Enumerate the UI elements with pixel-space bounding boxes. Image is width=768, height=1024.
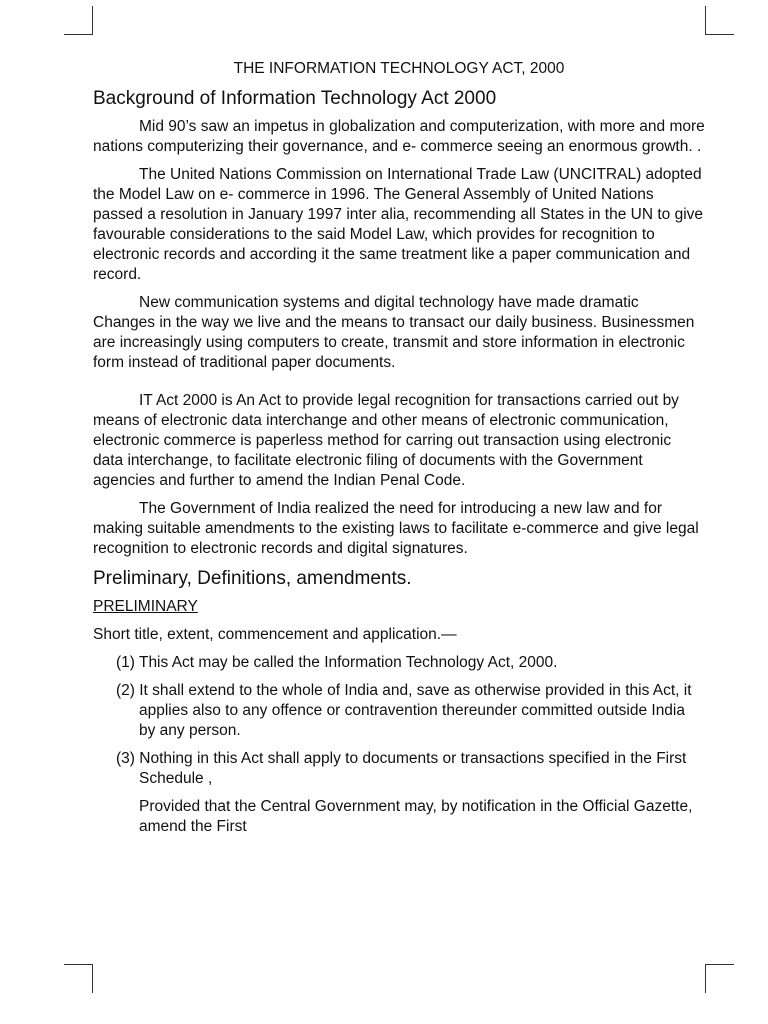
background-heading: Background of Information Technology Act 2000 bbox=[93, 88, 497, 109]
crop-mark-bottom-right bbox=[705, 964, 734, 993]
paragraph-it-act: IT Act 2000 is An Act to provide legal recognition for transactions carried out by means of electronic data interchange and other means of electronic communication, electronic commerce is paperless method for carring out transaction using electronic data interchange, to facilitate electronic filing of documents with the Government agencies and further to amend the Indian Penal Code. bbox=[93, 392, 679, 489]
section-heading: Preliminary, Definitions, amendments. bbox=[93, 568, 412, 589]
preliminary-subheading: PRELIMINARY bbox=[93, 598, 198, 615]
crop-mark-top-left bbox=[64, 6, 93, 35]
crop-mark-bottom-left bbox=[64, 964, 93, 993]
paragraph-government-of-india: The Government of India realized the need for introducing a new law and for making suitable amendments to the existing laws to facilitate e-commerce and give legal recognition to electronic records and digital signatures. bbox=[93, 500, 699, 557]
paragraph-changes: Changes in the way we live and the means to transact our daily business. Businessmen are increasingly using computers to create, transmit and store information in electronic form instead of traditional paper documents. bbox=[93, 314, 695, 371]
clause-2: (2) It shall extend to the whole of India and, save as otherwise provided in this Act, it applies also to any offence or contravention thereunder committed outside India by any person. bbox=[116, 682, 692, 739]
crop-mark-top-right bbox=[705, 6, 734, 35]
clause-3: (3) Nothing in this Act shall apply to documents or transactions specified in the First Schedule , bbox=[116, 750, 687, 787]
paragraph-communication-systems: New communication systems and digital technology have made dramatic bbox=[139, 294, 639, 311]
proviso-text: Provided that the Central Government may, by notification in the Official Gazette, amend the First bbox=[139, 798, 693, 835]
clause-1: (1) This Act may be called the Information Technology Act, 2000. bbox=[116, 654, 558, 671]
document-page bbox=[93, 58, 705, 837]
document-title: THE INFORMATION TECHNOLOGY ACT, 2000 bbox=[233, 60, 565, 77]
clause-list bbox=[93, 653, 705, 789]
paragraph-uncitral: The United Nations Commission on International Trade Law (UNCITRAL) adopted the Model Law on e- commerce in 1996. The General Assembly of United Nations passed a resolution in January 1997 inter alia, recommending all States in the UN to give favourable considerations to the said Model Law, which provides for recognition to electronic records and according it the same treatment like a paper communication and record. bbox=[93, 166, 704, 283]
paragraph-globalization: Mid 90’s saw an impetus in globalization and computerization, with more and more nations computerizing their governance, and e- commerce seeing an enormous growth. . bbox=[93, 118, 705, 155]
short-title-line: Short title, extent, commencement and application.— bbox=[93, 626, 457, 643]
